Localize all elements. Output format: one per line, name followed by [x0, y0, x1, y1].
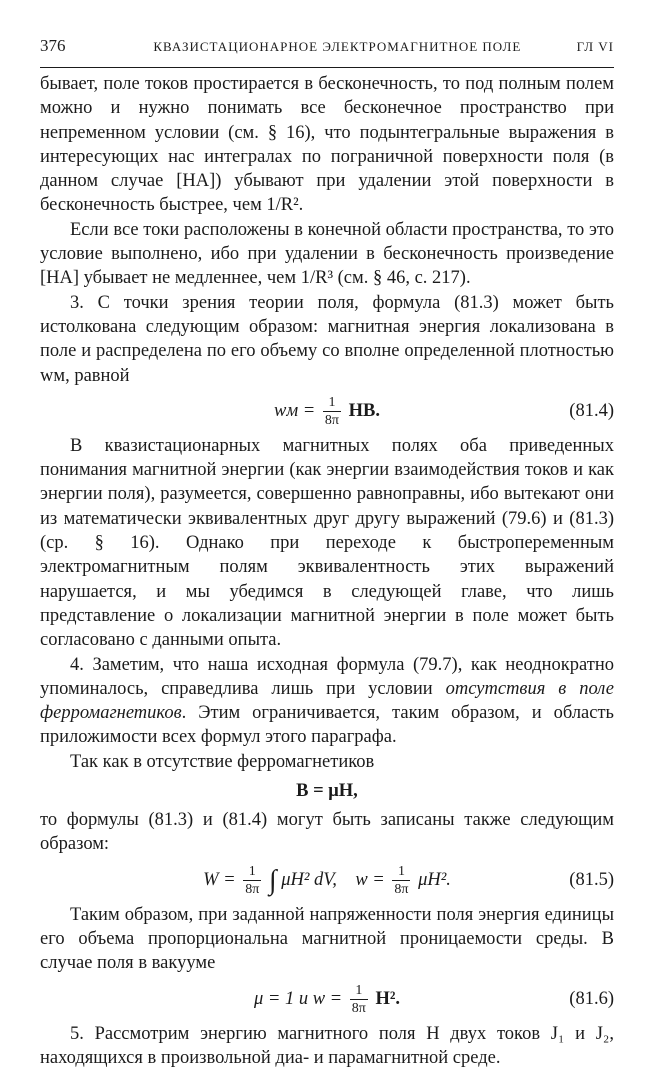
- eq-81-5-number: (81.5): [569, 857, 614, 903]
- eq-81-5-lhs: W =: [203, 870, 236, 890]
- eq-81-5-num-1: 1: [243, 863, 261, 881]
- p5-italic: отсутствия в поле ферромагнетиков: [40, 679, 614, 723]
- eq-81-6-fraction: [350, 982, 368, 1017]
- eq-81-5-num-2: 1: [392, 863, 410, 881]
- equation-81-4: [40, 388, 614, 434]
- paragraph-3: 3. С точки зрения теории поля, формула (81.3) может быть истолкована следующим образом: магнитная энергия локализована в поле и распределена по его объему со вполне определенной плотностью wм, равной: [40, 291, 614, 388]
- paragraph-5: [40, 653, 614, 750]
- paragraph-4: В квазистационарных магнитных полях оба приведенных понимания магнитной энергии (как энергии взаимодействия токов и как энергии поля), разумеется, совершенно равноправны, ибо вытекают они из математически эквивалентных друг другу выражений (79.6) и (81.3) (ср. § 16). Однако при переходе к быстропеременным электромагнитным полям эквивалентность этих выражений нарушается, и мы убедимся в следующей главе, что лишь представление о локализации магнитной энергии в поле может быть согласовано с данными опыта.: [40, 434, 614, 653]
- eq-81-4-lhs: wм =: [274, 401, 315, 421]
- paragraph-6: Так как в отсутствие ферромагнетиков: [40, 750, 614, 774]
- running-header: [40, 36, 614, 60]
- eq-81-6-lhs: μ = 1 и w =: [254, 989, 342, 1009]
- eq-81-4-fraction: [323, 394, 341, 429]
- eq-81-5-den-1: 8π: [243, 881, 261, 898]
- p5-start: 4. Заметим, что наша исходная формула (79.7), как неоднократно упоминалось, справедлива лишь при условии: [40, 655, 614, 699]
- eq-81-6-number: (81.6): [569, 976, 614, 1022]
- eq-b-mu-h-text: B = μH,: [296, 781, 358, 801]
- eq-81-5-fraction-2: [392, 863, 410, 898]
- eq-81-4-rhs: HB.: [349, 401, 380, 421]
- p5-end: . Этим ограничивается, таким образом, и область приложимости всех формул этого параграфа.: [40, 703, 614, 747]
- eq-81-4-number: (81.4): [569, 388, 614, 434]
- equation-81-6: [40, 976, 614, 1022]
- running-title: КВАЗИСТАЦИОНАРНОЕ ЭЛЕКТРОМАГНИТНОЕ ПОЛЕ: [98, 39, 577, 55]
- text-body: [40, 72, 614, 1070]
- paragraph-1: бывает, поле токов простирается в бесконечность, то под полным полем можно и нужно понимать все бесконечное пространство при непременном условии (см. § 16), что подынтегральные выражения в интересующих нас интегралах по пограничной поверхности поля (в данном случае [HA]) убывают при удалении этой поверхности в бесконечность быстрее, чем 1/R².: [40, 72, 614, 218]
- page-number: 376: [40, 36, 98, 56]
- header-rule: [40, 67, 614, 68]
- equation-81-5: [40, 857, 614, 903]
- eq-81-5-fraction-1: [243, 863, 261, 898]
- eq-81-6-den: 8π: [350, 1000, 368, 1017]
- eq-81-6-num: 1: [350, 982, 368, 1000]
- paragraph-7: то формулы (81.3) и (81.4) могут быть записаны также следующим образом:: [40, 808, 614, 857]
- eq-81-4-num: 1: [323, 394, 341, 412]
- chapter-label: ГЛ VI: [577, 39, 614, 55]
- integral-sign: ∫: [269, 864, 277, 895]
- eq-81-5-rhs: μH².: [418, 870, 451, 890]
- paragraph-8: Таким образом, при заданной напряженности поля энергия единицы его объема пропорциональна магнитной проницаемости среды. В случае поля в вакууме: [40, 903, 614, 976]
- eq-81-4-den: 8π: [323, 412, 341, 429]
- paragraph-2: Если все токи расположены в конечной области пространства, то это условие выполнено, ибо при удалении в бесконечность произведение [HA] убывает не медленнее, чем 1/R³ (см. § 46, с. 217).: [40, 218, 614, 291]
- paragraph-9: 5. Рассмотрим энергию магнитного поля H двух токов J₁ и J₂, находящихся в произвольной диа- и парамагнитной среде.: [40, 1022, 614, 1070]
- equation-b-mu-h: [40, 774, 614, 808]
- eq-81-5-mid: w =: [355, 870, 384, 890]
- eq-81-5-integrand: μH² dV,: [281, 870, 337, 890]
- eq-81-5-den-2: 8π: [392, 881, 410, 898]
- eq-81-6-rhs: H².: [375, 989, 400, 1009]
